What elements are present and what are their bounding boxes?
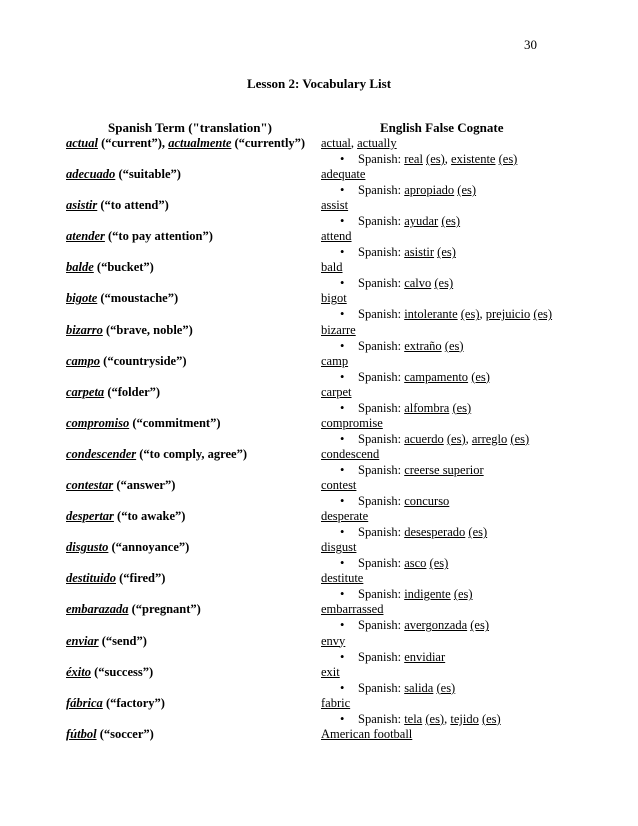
es-marker: (es) <box>446 431 466 446</box>
vocabulary-row <box>0 478 638 509</box>
english-word: carpet <box>321 384 352 399</box>
spanish-term <box>66 354 186 369</box>
label-text: Spanish: <box>358 369 405 384</box>
bullet-icon: • <box>340 494 345 509</box>
english-false-cognate <box>321 727 412 742</box>
label-text: Spanish: <box>358 307 405 322</box>
bullet-icon: • <box>340 338 345 353</box>
label-text: Spanish: <box>358 587 405 602</box>
english-false-cognate <box>321 571 363 586</box>
spanish-word: destituido <box>66 571 117 586</box>
es-marker: (es) <box>533 307 553 322</box>
spanish-equivalents <box>340 463 484 478</box>
spanish-equivalents <box>340 370 490 385</box>
label-text: , <box>465 431 472 446</box>
spanish-term <box>66 478 175 493</box>
bullet-icon: • <box>340 618 345 633</box>
vocabulary-row <box>0 291 638 322</box>
bullet-icon: • <box>340 183 345 198</box>
spanish-equivalent-word: apropiado <box>404 183 455 198</box>
translation-text: (“current”), <box>97 136 169 150</box>
es-marker: (es) <box>425 711 445 726</box>
vocabulary-row <box>0 354 638 385</box>
vocabulary-row <box>0 727 638 758</box>
spanish-equivalent-word: asco <box>404 556 427 571</box>
bullet-icon: • <box>340 245 345 260</box>
es-marker: (es) <box>470 618 489 633</box>
label-text: Spanish: <box>358 711 405 726</box>
translation-text: (“pregnant”) <box>128 602 201 617</box>
spanish-equivalent-word: acuerdo <box>404 431 444 446</box>
english-false-cognate <box>321 665 340 680</box>
bullet-icon: • <box>340 462 345 477</box>
spanish-term <box>66 696 165 711</box>
translation-text: (“to awake”) <box>113 509 186 524</box>
spanish-equivalents <box>340 650 445 665</box>
bullet-icon: • <box>340 680 345 695</box>
spanish-equivalent-word: desesperado <box>404 525 466 540</box>
spanish-term <box>66 260 154 275</box>
vocabulary-row <box>0 634 638 665</box>
spanish-equivalents <box>340 401 471 416</box>
spanish-term <box>66 167 181 182</box>
spanish-word: éxito <box>66 664 91 679</box>
spanish-equivalent-word: avergonzada <box>404 618 468 633</box>
translation-text: (“answer”) <box>113 478 176 493</box>
translation-text: (“annoyance”) <box>108 540 190 555</box>
spanish-word: contestar <box>66 478 114 493</box>
english-word: adequate <box>321 167 366 182</box>
label-text: Spanish: <box>358 556 405 571</box>
spanish-equivalent-word: alfombra <box>404 400 450 415</box>
spanish-equivalent-word: ayudar <box>404 214 439 229</box>
label-text: , <box>444 152 452 166</box>
spanish-word: fútbol <box>66 726 97 741</box>
bullet-icon: • <box>340 525 345 540</box>
english-false-cognate <box>321 540 356 555</box>
spanish-term <box>66 198 169 213</box>
spanish-word: condescender <box>66 446 137 461</box>
english-word: desperate <box>321 509 369 524</box>
spanish-word: despertar <box>66 509 114 524</box>
bullet-icon: • <box>340 431 345 446</box>
translation-text: (“moustache”) <box>97 291 179 306</box>
bullet-icon: • <box>340 307 345 322</box>
es-marker: (es) <box>429 556 449 571</box>
vocabulary-row <box>0 136 638 167</box>
spanish-equivalent-word: prejuicio <box>485 307 531 322</box>
es-marker: (es) <box>434 276 454 291</box>
spanish-equivalents <box>340 556 448 571</box>
spanish-term <box>66 540 189 555</box>
english-word: condescend <box>321 446 380 461</box>
vocabulary-row <box>0 540 638 571</box>
spanish-word: atender <box>66 229 105 244</box>
label-text: Spanish: <box>358 400 405 415</box>
spanish-term <box>66 416 221 431</box>
vocabulary-row <box>0 323 638 354</box>
label-text: Spanish: <box>358 462 405 477</box>
label-text: Spanish: <box>358 494 405 509</box>
bullet-icon: • <box>340 587 345 602</box>
es-marker: (es) <box>453 587 473 602</box>
spanish-equivalents <box>340 712 501 727</box>
spanish-word: carpeta <box>66 384 105 399</box>
english-word: actually <box>357 136 397 150</box>
bullet-icon: • <box>340 711 345 726</box>
translation-text: (“brave, noble”) <box>102 322 193 337</box>
spanish-equivalents <box>340 618 489 633</box>
spanish-equivalent-word: salida <box>404 680 434 695</box>
bullet-icon: • <box>340 369 345 384</box>
spanish-equivalents <box>340 494 449 509</box>
label-text: Spanish: <box>358 276 405 291</box>
english-false-cognate <box>321 198 348 213</box>
spanish-equivalent-word: asistir <box>404 245 435 260</box>
spanish-equivalent-word: concurso <box>404 494 450 509</box>
vocabulary-row <box>0 198 638 229</box>
vocabulary-row <box>0 229 638 260</box>
spanish-equivalent-word: intolerante <box>404 307 458 322</box>
translation-text: (“commitment”) <box>129 415 221 430</box>
spanish-word: embarazada <box>66 602 129 617</box>
label-text: Spanish: <box>358 183 405 198</box>
spanish-equivalent-word: tejido <box>450 711 479 726</box>
bullet-icon: • <box>340 152 345 166</box>
label-text: , <box>444 711 451 726</box>
spanish-equivalent-word: envidiar <box>404 649 446 664</box>
translation-text: (“to attend”) <box>97 198 169 213</box>
es-marker: (es) <box>471 369 490 384</box>
translation-text: (“factory”) <box>102 695 165 710</box>
english-word: actual <box>321 136 351 150</box>
label-text: Spanish: <box>358 525 405 540</box>
spanish-term <box>66 136 305 151</box>
english-word: compromise <box>321 415 383 430</box>
english-false-cognate-header: English False Cognate <box>380 120 504 135</box>
vocabulary-row <box>0 385 638 416</box>
spanish-equivalents <box>340 587 473 602</box>
english-false-cognate <box>321 634 345 649</box>
spanish-term <box>66 323 193 338</box>
separator-text: , <box>350 136 358 150</box>
es-marker: (es) <box>437 245 456 260</box>
spanish-term <box>66 727 154 742</box>
english-word: exit <box>321 664 340 679</box>
spanish-term <box>66 229 213 244</box>
spanish-equivalent-word: tela <box>404 711 423 726</box>
spanish-word: adecuado <box>66 167 116 182</box>
spanish-term <box>66 385 160 400</box>
english-false-cognate <box>321 354 348 369</box>
spanish-equivalents <box>340 245 456 260</box>
spanish-term <box>66 634 147 649</box>
vocabulary-row <box>0 665 638 696</box>
spanish-word: campo <box>66 353 101 368</box>
spanish-term <box>66 571 165 586</box>
english-word: camp <box>321 353 349 368</box>
es-marker: (es) <box>460 307 480 322</box>
bullet-icon: • <box>340 556 345 571</box>
translation-text: (“success”) <box>91 664 154 679</box>
english-word: assist <box>321 198 349 213</box>
es-marker: (es) <box>510 431 530 446</box>
label-text: , <box>479 307 486 322</box>
spanish-term <box>66 665 153 680</box>
es-marker: (es) <box>441 214 461 229</box>
translation-text: (“folder”) <box>104 384 161 399</box>
spanish-equivalents <box>340 525 487 540</box>
translation-text: (“soccer”) <box>96 726 154 741</box>
spanish-term <box>66 447 247 462</box>
label-text: Spanish: <box>358 618 405 633</box>
spanish-equivalents <box>340 183 476 198</box>
english-word: American football <box>321 726 413 741</box>
label-text: Spanish: <box>358 338 405 353</box>
bullet-icon: • <box>340 649 345 664</box>
es-marker: (es) <box>452 400 472 415</box>
english-word: destitute <box>321 571 364 586</box>
vocabulary-list <box>0 136 638 758</box>
es-marker: (es) <box>481 711 501 726</box>
english-false-cognate <box>321 509 368 524</box>
english-false-cognate <box>321 136 397 151</box>
english-false-cognate <box>321 260 343 275</box>
translation-text: (“bucket”) <box>93 260 154 275</box>
spanish-equivalent-word: arreglo <box>471 431 508 446</box>
english-word: embarrassed <box>321 602 384 617</box>
spanish-word: actual <box>66 136 98 150</box>
spanish-equivalent-word: existente <box>451 152 496 166</box>
es-marker: (es) <box>457 183 477 198</box>
spanish-equivalents <box>340 152 517 167</box>
spanish-equivalents <box>340 432 529 447</box>
es-marker: (es) <box>436 680 456 695</box>
spanish-equivalent-word: calvo <box>404 276 432 291</box>
english-word: disgust <box>321 540 357 555</box>
spanish-equivalents <box>340 214 460 229</box>
vocabulary-row <box>0 571 638 602</box>
english-word: attend <box>321 229 352 244</box>
vocabulary-row <box>0 260 638 291</box>
translation-text: (“suitable”) <box>115 167 181 182</box>
translation-text: (“send”) <box>98 633 147 648</box>
spanish-equivalent-word: extraño <box>404 338 442 353</box>
spanish-term <box>66 509 185 524</box>
page-title: Lesson 2: Vocabulary List <box>246 76 392 91</box>
english-false-cognate <box>321 478 356 493</box>
page-number: 30 <box>524 37 537 52</box>
english-false-cognate <box>321 229 352 244</box>
bullet-icon: • <box>340 214 345 229</box>
spanish-equivalent-word: indigente <box>404 587 451 602</box>
spanish-word: disgusto <box>66 540 109 555</box>
label-text: Spanish: <box>358 680 405 695</box>
spanish-term <box>66 291 178 306</box>
spanish-word: asistir <box>66 198 98 213</box>
english-word: bizarre <box>321 322 356 337</box>
label-text: Spanish: <box>358 431 405 446</box>
es-marker: (es) <box>468 525 488 540</box>
vocabulary-row <box>0 509 638 540</box>
bullet-icon: • <box>340 276 345 291</box>
spanish-equivalents <box>340 276 453 291</box>
label-text: Spanish: <box>358 152 405 166</box>
english-false-cognate <box>321 385 352 400</box>
english-false-cognate <box>321 696 350 711</box>
english-false-cognate <box>321 447 379 462</box>
spanish-term-header: Spanish Term ("translation") <box>108 120 272 135</box>
spanish-word: fábrica <box>66 695 103 710</box>
spanish-word: actualmente <box>168 136 232 150</box>
english-false-cognate <box>321 323 356 338</box>
spanish-word: compromiso <box>66 415 130 430</box>
label-text: Spanish: <box>358 649 405 664</box>
spanish-equivalent-word: creerse superior <box>404 462 484 477</box>
spanish-equivalents <box>340 339 464 354</box>
es-marker: (es) <box>426 152 445 166</box>
english-word: fabric <box>321 695 351 710</box>
es-marker: (es) <box>498 152 518 166</box>
english-word: bigot <box>321 291 347 306</box>
english-false-cognate <box>321 602 383 617</box>
vocabulary-row <box>0 167 638 198</box>
spanish-word: bigote <box>66 291 98 306</box>
vocabulary-row <box>0 416 638 447</box>
spanish-equivalents <box>340 681 455 696</box>
spanish-equivalent-word: real <box>404 152 423 166</box>
spanish-equivalents <box>340 307 552 322</box>
vocabulary-row <box>0 447 638 478</box>
spanish-word: bizarro <box>66 322 103 337</box>
spanish-word: balde <box>66 260 94 275</box>
vocabulary-row <box>0 696 638 727</box>
label-text: Spanish: <box>358 245 405 260</box>
label-text: Spanish: <box>358 214 405 229</box>
translation-text: (“fired”) <box>116 571 166 586</box>
es-marker: (es) <box>444 338 464 353</box>
vocabulary-row <box>0 602 638 633</box>
spanish-term <box>66 602 201 617</box>
translation-text: (“countryside”) <box>100 353 187 368</box>
bullet-icon: • <box>340 400 345 415</box>
translation-text: (“to comply, agree”) <box>136 446 247 461</box>
english-false-cognate <box>321 167 365 182</box>
english-word: bald <box>321 260 343 275</box>
spanish-word: enviar <box>66 633 99 648</box>
spanish-equivalent-word: campamento <box>404 369 469 384</box>
translation-text: (“currently”) <box>231 136 306 150</box>
english-false-cognate <box>321 416 383 431</box>
english-false-cognate <box>321 291 347 306</box>
english-word: envy <box>321 633 346 648</box>
english-word: contest <box>321 478 357 493</box>
translation-text: (“to pay attention”) <box>104 229 213 244</box>
